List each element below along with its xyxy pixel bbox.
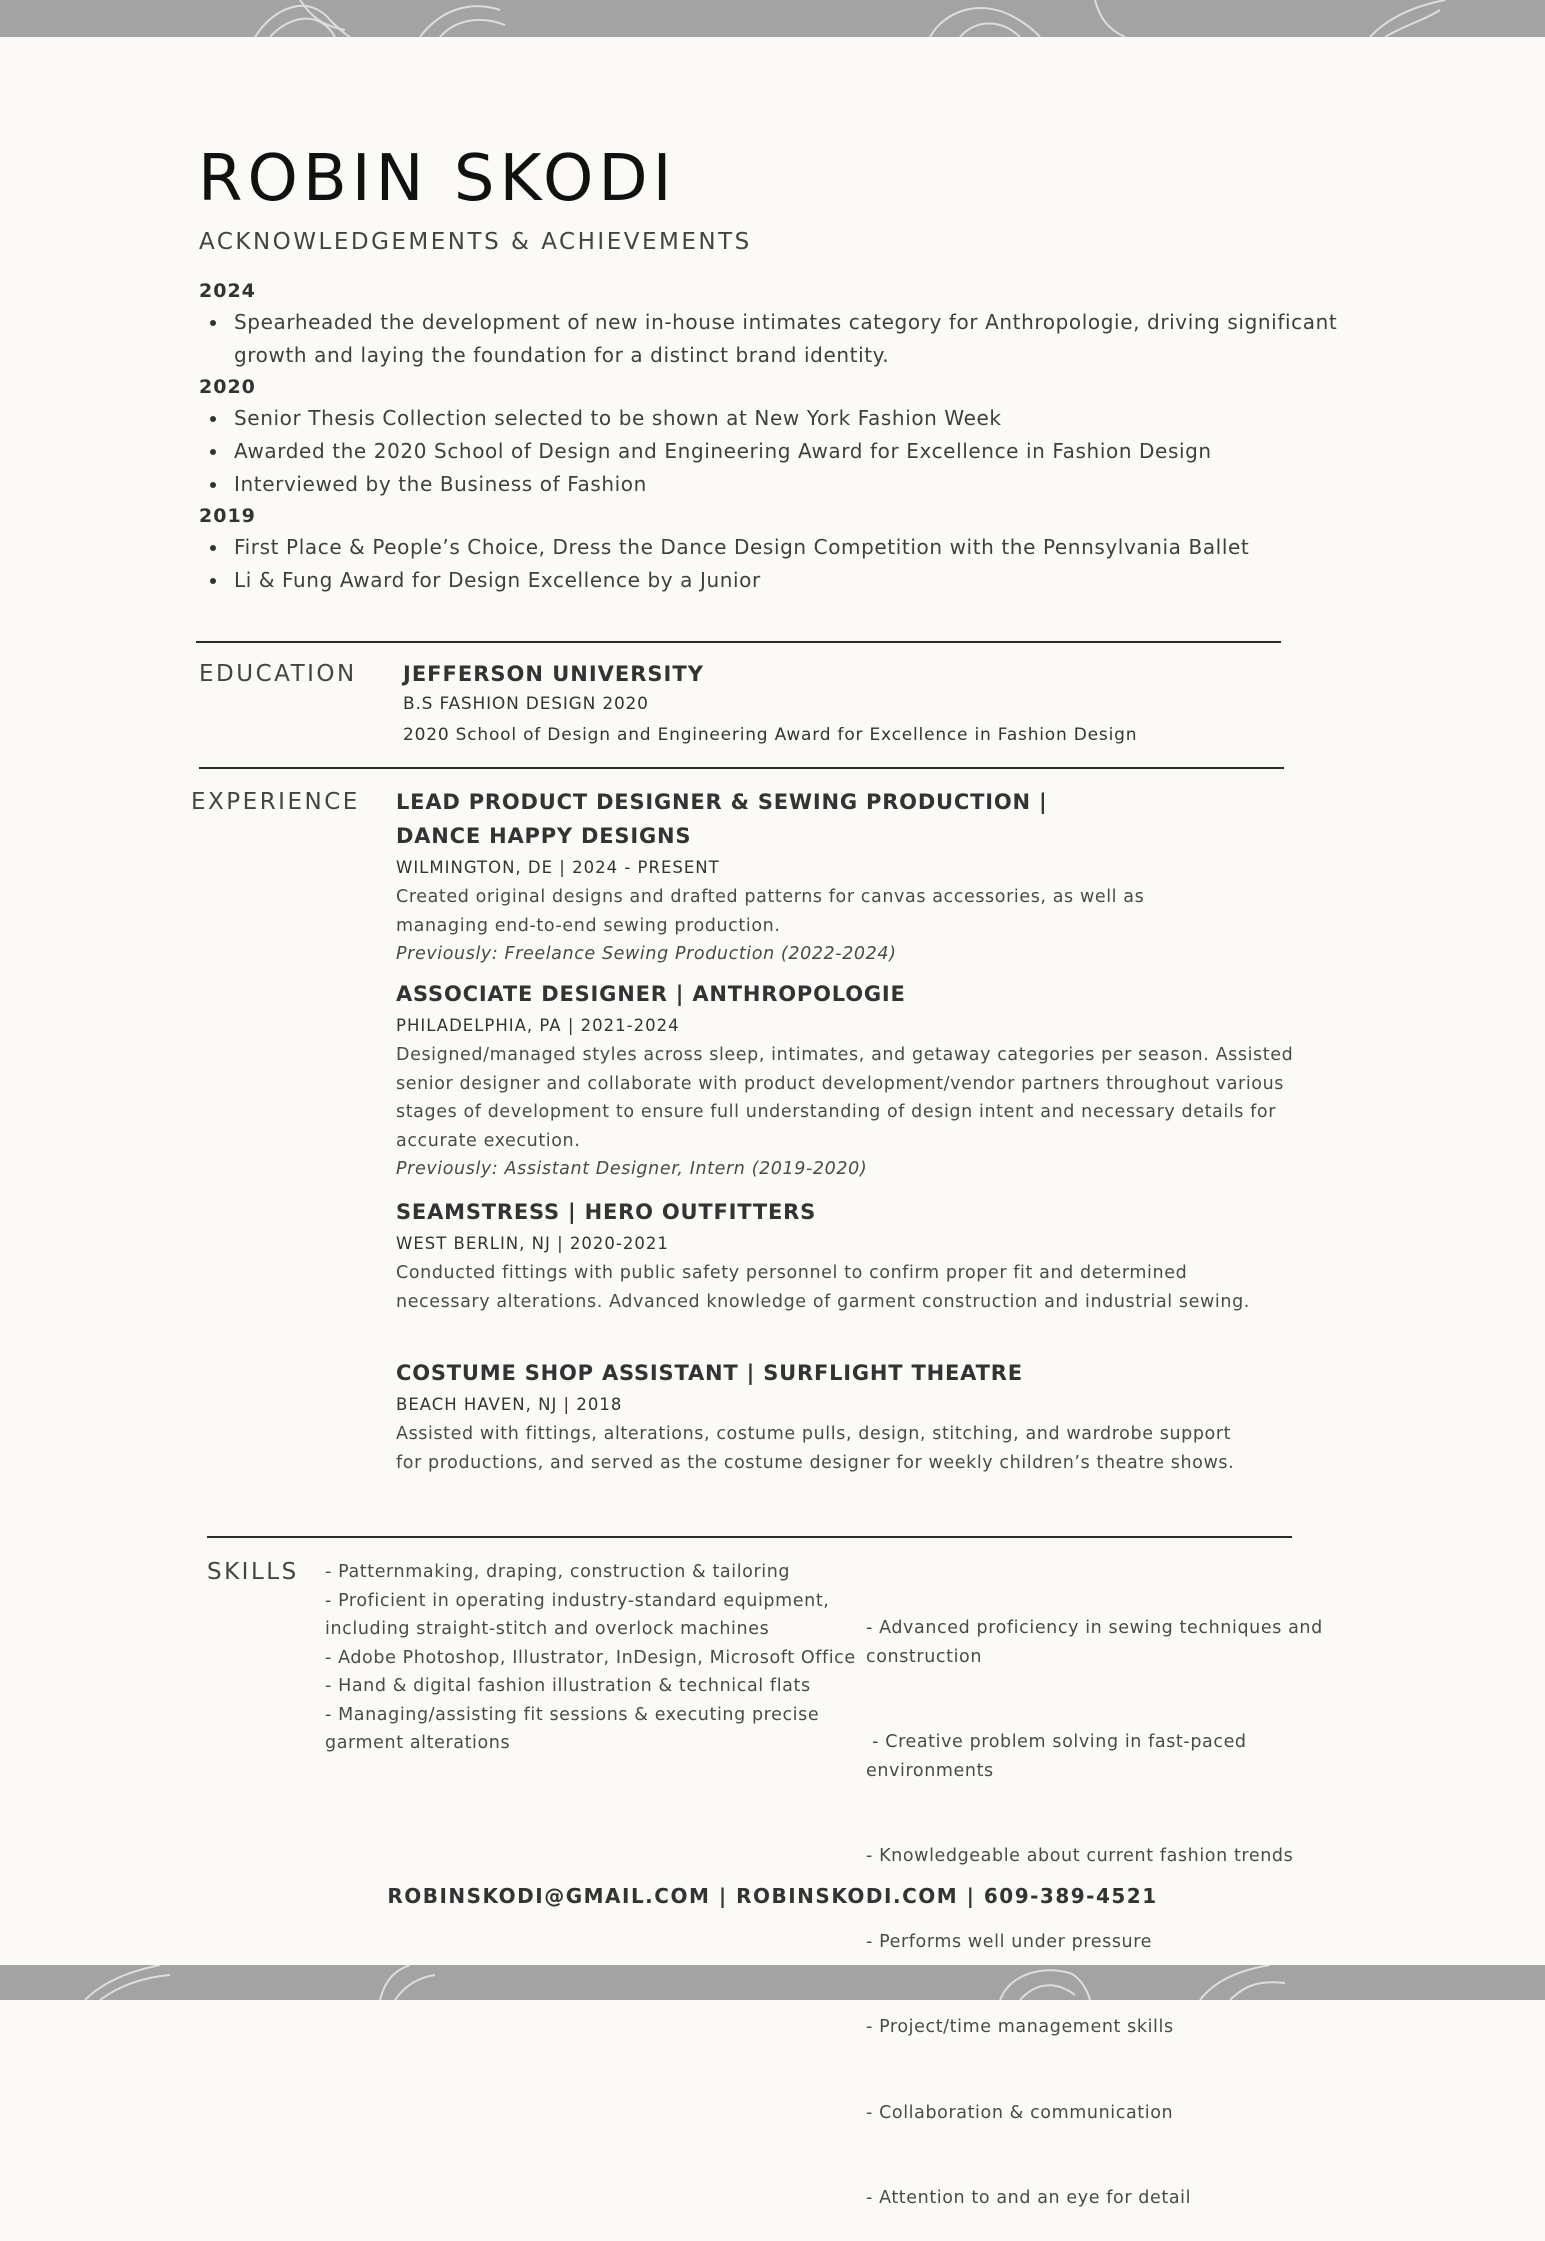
achievement-list (199, 306, 1349, 372)
job-meta: BEACH HAVEN, NJ | 2018 (396, 1395, 623, 1414)
job-previously: Previously: Freelance Sewing Production (2022-2024) (396, 944, 897, 964)
skills-label: SKILLS (207, 1559, 299, 1585)
year-heading: 2020 (199, 376, 256, 398)
year-heading: 2024 (199, 280, 256, 302)
list-item: - Attention to and an eye for detail (866, 2188, 1192, 2208)
achievement-list (199, 402, 1349, 501)
divider (196, 641, 1281, 643)
job-meta: WEST BERLIN, NJ | 2020-2021 (396, 1234, 669, 1253)
job-description: Designed/managed styles across sleep, intimates, and getaway categories per season. Assisted senior designer and collaborate with product development/vendor partners throughout various stages of development to ensure full understanding of design intent and necessary details for accurate execution. (396, 1045, 1294, 1151)
list-item: First Place & People’s Choice, Dress the Dance Design Competition with the Pennsylvania Ballet (199, 531, 1349, 564)
list-item: - Advanced proficiency in sewing techniques and construction (866, 1618, 1329, 1667)
job-entry (396, 977, 1296, 1195)
divider (199, 767, 1284, 769)
job-description: Assisted with fittings, alterations, costume pulls, design, stitching, and wardrobe support for productions, and served as the costume designer for weekly children’s theatre shows. (396, 1424, 1235, 1473)
job-previously: Previously: Assistant Designer, Intern (2019-2020) (396, 1159, 868, 1179)
degree: B.S FASHION DESIGN 2020 (403, 694, 649, 714)
list-item: - Creative problem solving in fast-paced environments (866, 1732, 1253, 1781)
achievements-heading: ACKNOWLEDGEMENTS & ACHIEVEMENTS (199, 229, 752, 255)
job-entry (396, 1356, 1296, 1477)
job-title: LEAD PRODUCT DESIGNER & SEWING PRODUCTION | (396, 790, 1048, 814)
job-meta: PHILADELPHIA, PA | 2021-2024 (396, 1016, 680, 1035)
list-item: - Patternmaking, draping, construction & tailoring (325, 1562, 791, 1582)
experience-section (396, 785, 1296, 1477)
education-award: 2020 School of Design and Engineering Award for Excellence in Fashion Design (403, 725, 1138, 745)
achievements-section (199, 276, 1349, 597)
page-title: ROBIN SKODI (198, 142, 677, 216)
list-item: Senior Thesis Collection selected to be shown at New York Fashion Week (199, 402, 1349, 435)
floral-pattern-icon (0, 0, 1545, 37)
list-item: - Collaboration & communication (866, 2102, 1174, 2123)
school-name: JEFFERSON UNIVERSITY (403, 662, 704, 686)
list-item: Awarded the 2020 School of Design and Engineering Award for Excellence in Fashion Design (199, 435, 1349, 468)
education-section (403, 659, 1303, 751)
top-floral-band (0, 0, 1545, 37)
list-item: - Managing/assisting fit sessions & executing precise garment alterations (325, 1704, 820, 1753)
divider (207, 1536, 1292, 1538)
job-entry (396, 1195, 1296, 1356)
job-description: Conducted fittings with public safety personnel to confirm proper fit and determined necessary alterations. Advanced knowledge of garment construction and industrial sewing. (396, 1263, 1250, 1312)
list-item: - Knowledgeable about current fashion trends (866, 1846, 1294, 1866)
list-item: - Performs well under pressure (866, 1931, 1153, 1952)
list-item: Li & Fung Award for Design Excellence by a Junior (199, 564, 1349, 597)
job-title: ASSOCIATE DESIGNER | ANTHROPOLOGIE (396, 982, 906, 1006)
achievement-list (199, 531, 1349, 597)
job-title: SEAMSTRESS | HERO OUTFITTERS (396, 1200, 816, 1224)
job-title: COSTUME SHOP ASSISTANT | SURFLIGHT THEATRE (396, 1361, 1023, 1385)
contact-line: ROBINSKODI@GMAIL.COM | ROBINSKODI.COM | 609-389-4521 (387, 1884, 1158, 1908)
list-item: - Hand & digital fashion illustration & technical flats (325, 1676, 811, 1696)
job-title: DANCE HAPPY DESIGNS (396, 824, 692, 848)
list-item: - Proficient in operating industry-standard equipment, including straight-stitch and overlock machines (325, 1590, 830, 1639)
job-description: Created original designs and drafted patterns for canvas accessories, as well as managing end-to-end sewing production. (396, 887, 1145, 936)
experience-label: EXPERIENCE (191, 789, 360, 815)
job-entry (396, 785, 1296, 977)
skills-list-left (325, 1558, 857, 1758)
list-item: Spearheaded the development of new in-house intimates category for Anthropologie, driving significant growth and laying the foundation for a distinct brand identity. (199, 306, 1344, 372)
list-item: - Adobe Photoshop, Illustrator, InDesign, Microsoft Office (325, 1647, 856, 1668)
list-item: - Project/time management skills (866, 2017, 1174, 2037)
education-label: EDUCATION (199, 661, 357, 687)
year-heading: 2019 (199, 505, 256, 527)
list-item: Interviewed by the Business of Fashion (199, 468, 1349, 501)
job-meta: WILMINGTON, DE | 2024 - PRESENT (396, 858, 720, 877)
